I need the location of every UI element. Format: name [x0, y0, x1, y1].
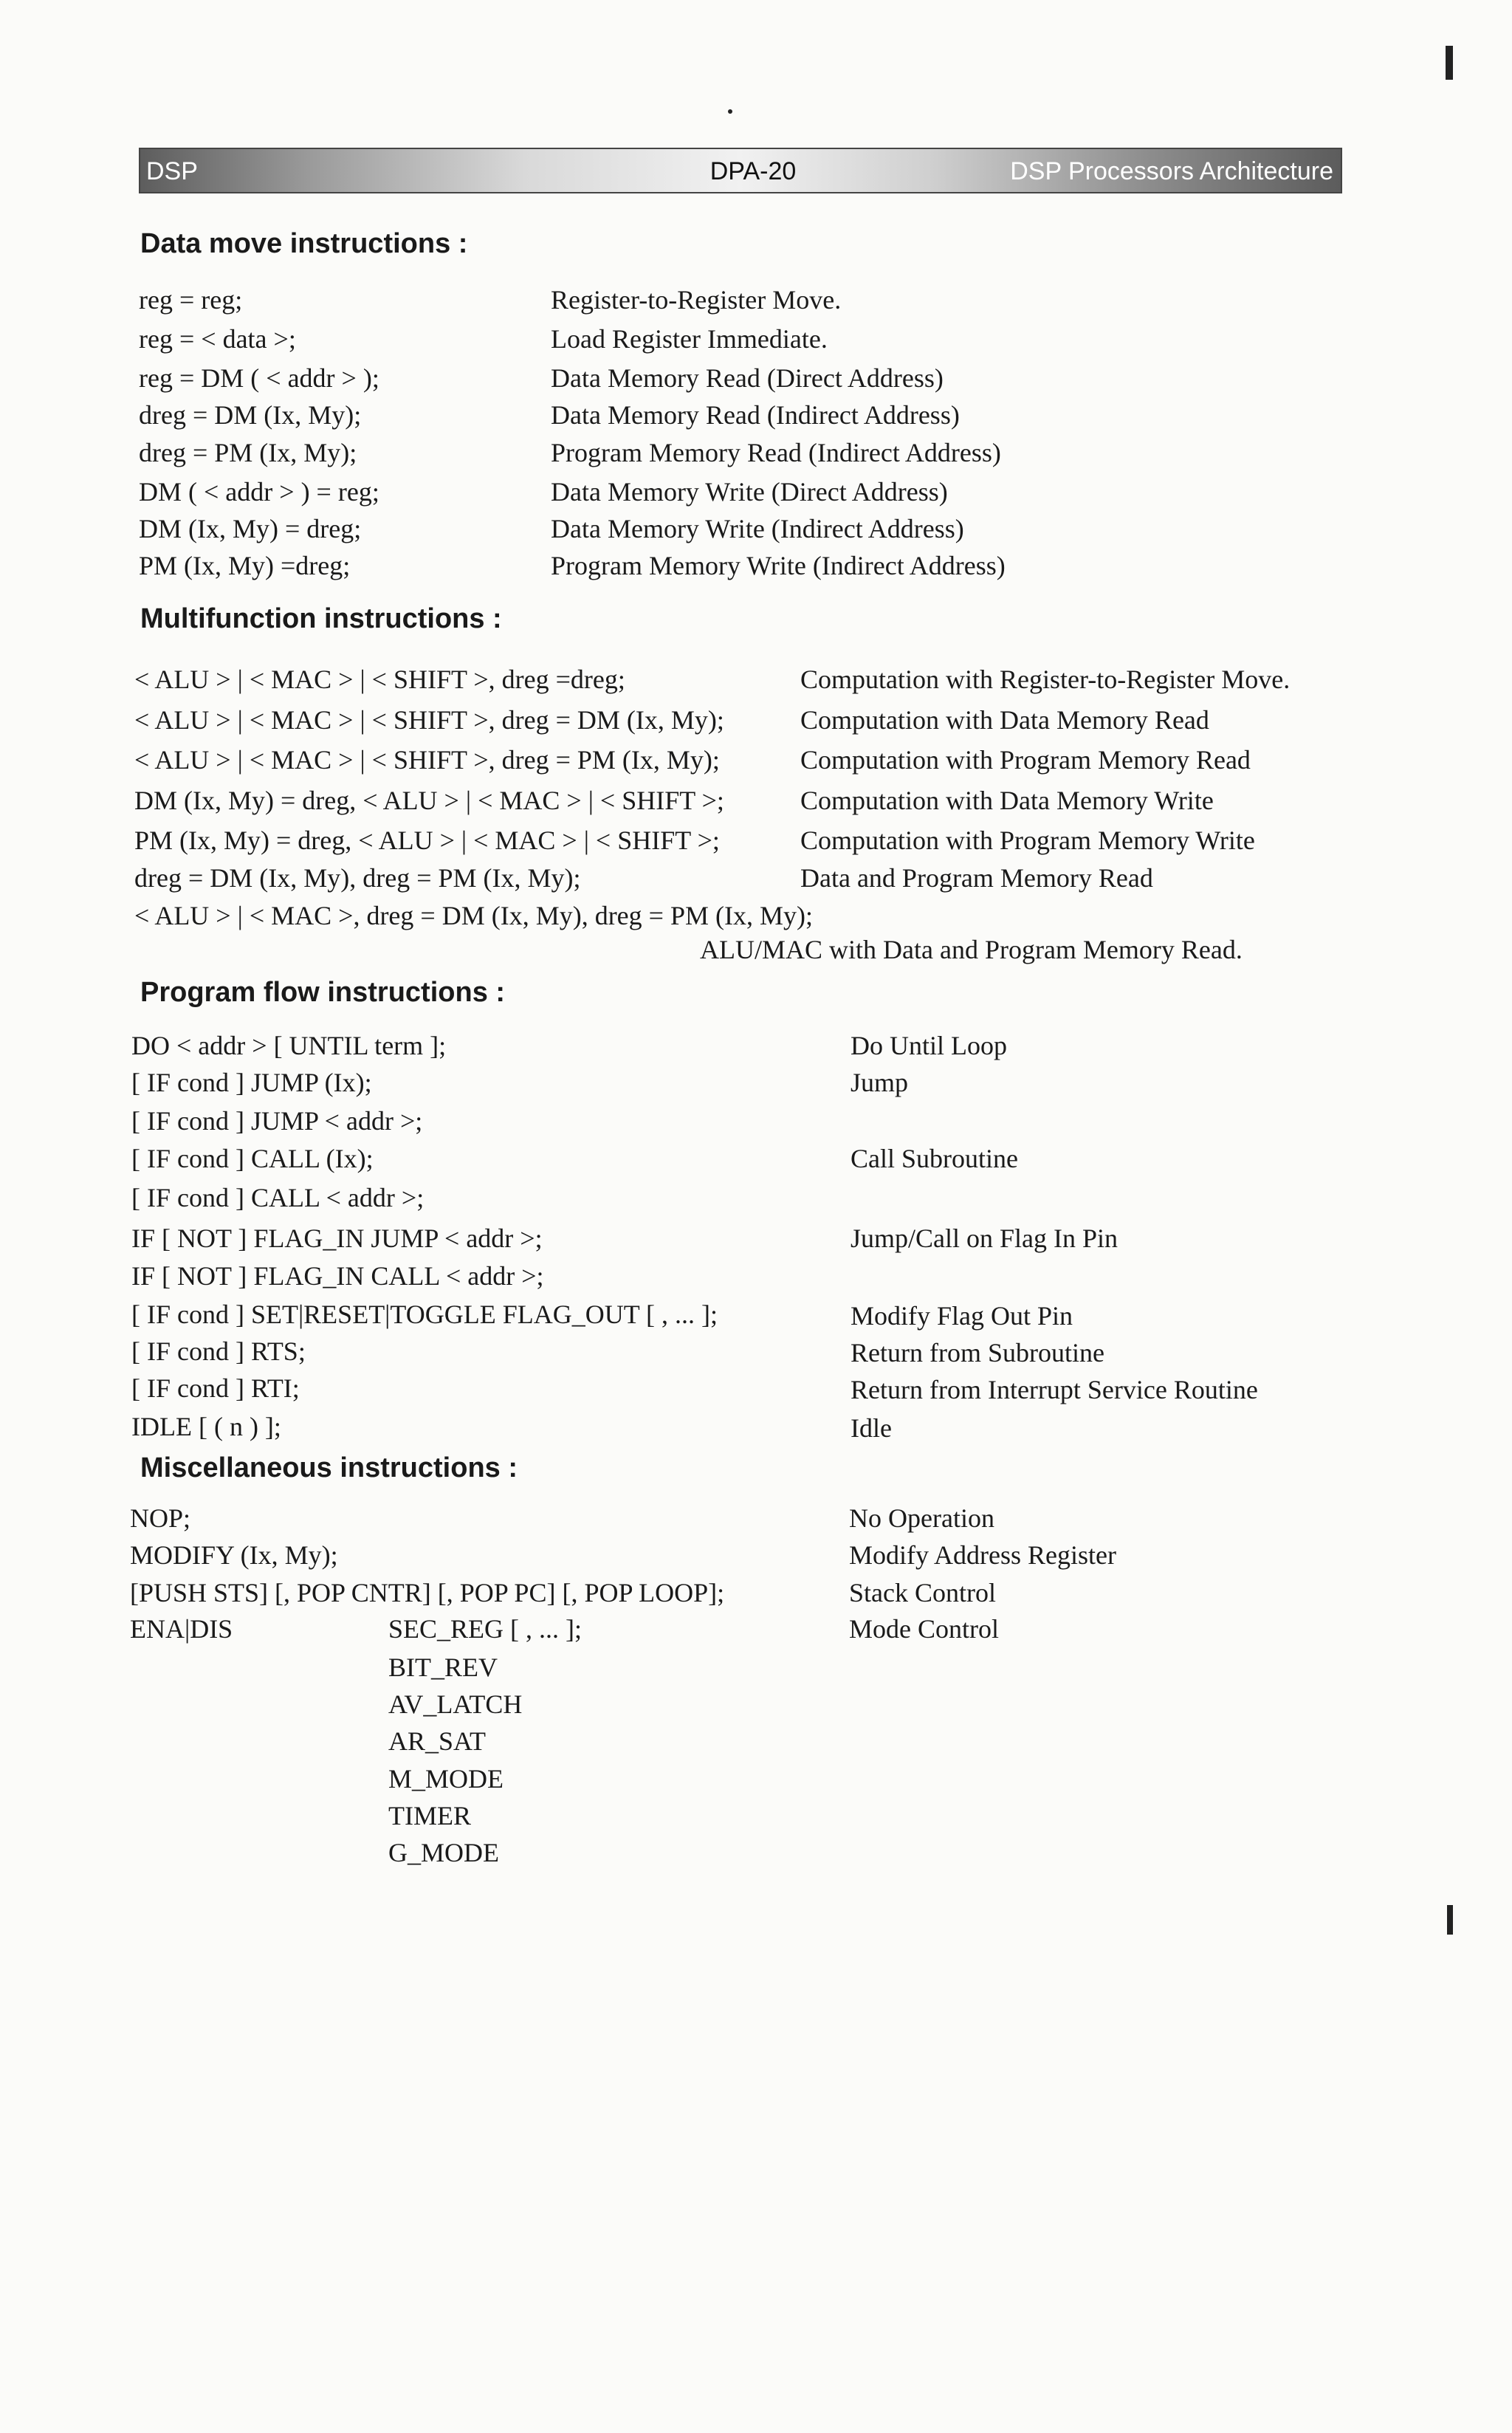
instruction-code: dreg = DM (Ix, My);: [139, 400, 362, 430]
instruction-code: [PUSH STS] [, POP CNTR] [, POP PC] [, POP LOOP];: [130, 1578, 725, 1607]
mode-option: AV_LATCH: [388, 1689, 523, 1719]
instruction-code: PM (Ix, My) = dreg, < ALU > | < MAC > | < SHIFT >;: [134, 826, 720, 855]
instruction-code: dreg = PM (Ix, My);: [139, 438, 357, 467]
instruction-code: [ IF cond ] SET|RESET|TOGGLE FLAG_OUT [ , ... ];: [131, 1300, 718, 1329]
instruction-description: Load Register Immediate.: [551, 324, 828, 354]
instruction-code: [ IF cond ] CALL (Ix);: [131, 1144, 374, 1173]
header-left-label: DSP: [146, 157, 198, 185]
instruction-description: Jump/Call on Flag In Pin: [850, 1224, 1118, 1253]
scan-mark: [1447, 1905, 1453, 1935]
instruction-code: IF [ NOT ] FLAG_IN CALL < addr >;: [131, 1261, 544, 1291]
mode-option: BIT_REV: [388, 1653, 498, 1682]
scan-dot: [728, 109, 732, 114]
header-chapter-title: DSP Processors Architecture: [1010, 157, 1333, 185]
instruction-code: [ IF cond ] RTI;: [131, 1373, 300, 1403]
section-heading-multifunction: Multifunction instructions :: [140, 603, 502, 634]
section-heading-data-move: Data move instructions :: [140, 228, 468, 259]
instruction-description: Computation with Program Memory Write: [800, 826, 1255, 855]
instruction-code: < ALU > | < MAC > | < SHIFT >, dreg = DM (Ix, My);: [134, 705, 724, 735]
instruction-code: [ IF cond ] RTS;: [131, 1336, 306, 1366]
instruction-description: Data Memory Read (Indirect Address): [551, 400, 960, 430]
mode-option: TIMER: [388, 1801, 471, 1830]
mode-option: M_MODE: [388, 1764, 504, 1794]
instruction-description: Data Memory Write (Direct Address): [551, 477, 948, 507]
instruction-description: Return from Subroutine: [850, 1338, 1104, 1368]
instruction-description: Program Memory Read (Indirect Address): [551, 438, 1001, 467]
section-heading-program-flow: Program flow instructions :: [140, 977, 506, 1008]
instruction-code: IF [ NOT ] FLAG_IN JUMP < addr >;: [131, 1224, 543, 1253]
instruction-code: reg = < data >;: [139, 324, 296, 354]
instruction-code: DM (Ix, My) = dreg;: [139, 514, 362, 543]
instruction-description: Stack Control: [849, 1578, 996, 1607]
instruction-description: Register-to-Register Move.: [551, 285, 842, 315]
instruction-code: DM ( < addr > ) = reg;: [139, 477, 379, 507]
instruction-description: Call Subroutine: [850, 1144, 1018, 1173]
instruction-code: [ IF cond ] CALL < addr >;: [131, 1183, 425, 1212]
instruction-description: Data and Program Memory Read: [800, 863, 1153, 893]
running-header: [139, 148, 1342, 193]
instruction-description: Return from Interrupt Service Routine: [850, 1375, 1258, 1404]
instruction-description: Computation with Data Memory Read: [800, 705, 1209, 735]
instruction-description: Mode Control: [849, 1614, 999, 1644]
instruction-code: [ IF cond ] JUMP (Ix);: [131, 1068, 372, 1097]
instruction-code: IDLE [ ( n ) ];: [131, 1412, 281, 1441]
instruction-code: MODIFY (Ix, My);: [130, 1540, 338, 1570]
scan-mark: [1446, 46, 1453, 80]
instruction-code: ENA|DIS: [130, 1614, 233, 1644]
instruction-code: < ALU > | < MAC > | < SHIFT >, dreg = PM (Ix, My);: [134, 745, 720, 775]
instruction-code: reg = reg;: [139, 285, 243, 315]
instruction-code: < ALU > | < MAC >, dreg = DM (Ix, My), dreg = PM (Ix, My);: [134, 901, 813, 930]
page-number: DPA-20: [709, 157, 797, 185]
section-heading-miscellaneous: Miscellaneous instructions :: [140, 1452, 518, 1483]
instruction-code: reg = DM ( < addr > );: [139, 363, 379, 393]
instruction-description: Computation with Program Memory Read: [800, 745, 1251, 775]
instruction-description: Modify Flag Out Pin: [850, 1301, 1073, 1331]
instruction-description: Modify Address Register: [849, 1540, 1116, 1570]
instruction-code: DM (Ix, My) = dreg, < ALU > | < MAC > | < SHIFT >;: [134, 786, 724, 815]
instruction-description: Computation with Data Memory Write: [800, 786, 1214, 815]
instruction-description: Do Until Loop: [850, 1031, 1007, 1060]
instruction-code: [ IF cond ] JUMP < addr >;: [131, 1106, 423, 1136]
mode-option: G_MODE: [388, 1838, 499, 1867]
instruction-description: Program Memory Write (Indirect Address): [551, 551, 1006, 580]
instruction-description: Computation with Register-to-Register Move.: [800, 665, 1291, 694]
instruction-code: PM (Ix, My) =dreg;: [139, 551, 351, 580]
instruction-description: Data Memory Read (Direct Address): [551, 363, 944, 393]
instruction-code: < ALU > | < MAC > | < SHIFT >, dreg =dreg;: [134, 665, 625, 694]
instruction-description: Idle: [850, 1413, 892, 1443]
mode-option: AR_SAT: [388, 1726, 487, 1756]
instruction-description: No Operation: [849, 1503, 994, 1533]
instruction-code: NOP;: [130, 1503, 191, 1533]
instruction-description: ALU/MAC with Data and Program Memory Read.: [700, 935, 1243, 964]
instruction-description: Jump: [850, 1068, 909, 1097]
mode-option: SEC_REG [ , ... ];: [388, 1614, 583, 1644]
instruction-code: dreg = DM (Ix, My), dreg = PM (Ix, My);: [134, 863, 581, 893]
instruction-description: Data Memory Write (Indirect Address): [551, 514, 964, 543]
instruction-code: DO < addr > [ UNTIL term ];: [131, 1031, 447, 1060]
